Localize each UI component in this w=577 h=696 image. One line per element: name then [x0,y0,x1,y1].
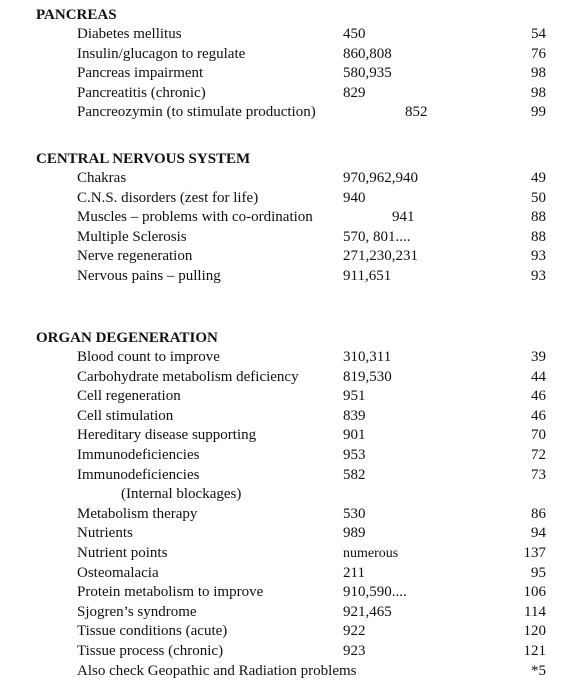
entry-page: 95 [531,564,546,581]
entry-page: 93 [531,267,546,284]
entry-row-continuation [0,485,577,505]
entry-name: Nerve regeneration [77,248,193,265]
entry-name: Protein metabolism to improve [77,584,264,601]
entry-page: 88 [531,228,546,245]
entry-page: 44 [531,368,546,385]
entry-code: 941 [392,209,415,226]
entry-list [0,169,577,287]
entry-code: 582 [343,466,366,483]
entry-row [0,228,577,248]
entry-code: 580,935 [343,65,392,82]
entry-code: 940 [343,189,366,206]
entry-name: Muscles – problems with co-ordination [77,209,313,226]
entry-row [0,505,577,525]
entry-code: 819,530 [343,368,392,385]
entry-page: 49 [531,170,546,186]
section-heading: PANCREAS [36,7,117,23]
entry-row [0,407,577,427]
entry-name: Nutrients [77,525,133,542]
entry-name: Pancreozymin (to stimulate production) [77,104,316,121]
entry-code: 860,808 [343,45,392,62]
entry-name: Carbohydrate metabolism deficiency [77,368,299,385]
entry-code: 911,651 [343,267,392,284]
entry-name: Pancreatitis (chronic) [77,84,206,101]
entry-code: 852 [405,104,428,121]
section-heading: ORGAN DEGENERATION [36,330,218,346]
entry-row [0,466,577,486]
entry-name: Osteomalacia [77,564,159,581]
entry-page: 106 [523,584,546,601]
entry-page: 46 [531,388,546,405]
entry-row [0,524,577,544]
entry-code: 829 [343,84,366,101]
entry-page: 72 [531,446,546,463]
entry-list [0,25,577,123]
section-heading: CENTRAL NERVOUS SYSTEM [36,151,251,167]
entry-code: 953 [343,446,366,463]
entry-name: Insulin/glucagon to regulate [77,45,246,62]
entry-name: Tissue process (chronic) [77,642,224,659]
entry-row [0,583,577,603]
entry-code: 922 [343,623,366,640]
entry-name: Pancreas impairment [77,65,204,82]
entry-page: *5 [531,662,546,679]
entry-name: Hereditary disease supporting [77,427,257,444]
entry-code: 570, 801.... [343,228,411,245]
entry-code: 901 [343,427,366,444]
entry-code: 530 [343,505,366,522]
entry-page: 54 [531,26,546,42]
entry-name: C.N.S. disorders (zest for life) [77,189,259,206]
entry-page: 39 [531,349,546,365]
entry-page: 93 [531,248,546,265]
entry-page: 98 [531,65,546,82]
entry-row [0,603,577,623]
entry-row [0,169,577,189]
entry-row [0,84,577,104]
entry-name: Cell regeneration [77,388,181,405]
entry-row [0,642,577,662]
entry-name: Immunodeficiencies [77,466,200,483]
entry-page: 86 [531,505,546,522]
entry-code: 989 [343,525,366,542]
entry-code: 923 [343,642,366,659]
entry-name: Cell stimulation [77,407,174,424]
entry-name: Nervous pains – pulling [77,267,221,284]
entry-row [0,103,577,123]
entry-code: 970,962,940 [343,170,418,186]
entry-row [0,189,577,209]
entry-name: Sjogren’s syndrome [77,603,197,620]
entry-page: 114 [524,603,546,620]
entry-name: Diabetes mellitus [77,26,182,42]
entry-code: numerous [343,545,399,561]
entry-name: Blood count to improve [77,349,220,365]
entry-code: 910,590.... [343,584,407,601]
entry-row [0,387,577,407]
entry-page: 73 [531,466,546,483]
entry-page: 98 [531,84,546,101]
entry-page: 94 [531,525,546,542]
entry-row [0,267,577,287]
entry-page: 70 [531,427,546,444]
entry-name: (Internal blockages) [121,486,242,503]
entry-code: 310,311 [343,349,392,365]
entry-page: 88 [531,209,546,226]
entry-code: 839 [343,407,366,424]
entry-code: 211 [343,564,365,581]
entry-name: Immunodeficiencies [77,446,200,463]
entry-page: 99 [531,104,546,121]
entry-row [0,64,577,84]
entry-name: Also check Geopathic and Radiation problems [77,662,357,679]
entry-page: 76 [531,45,546,62]
entry-row [0,45,577,65]
entry-code: 921,465 [343,603,392,620]
entry-page: 120 [523,623,546,640]
entry-row [0,622,577,642]
entry-row [0,348,577,368]
entry-code: 951 [343,388,366,405]
entry-row [0,208,577,228]
entry-code: 450 [343,26,366,42]
entry-name: Metabolism therapy [77,505,198,522]
entry-row [0,368,577,388]
entry-row [0,446,577,466]
entry-row [0,247,577,267]
entry-row [0,25,577,45]
entry-row [0,564,577,584]
entry-name: Chakras [77,170,127,186]
entry-row [0,662,577,682]
entry-row [0,426,577,446]
entry-page: 137 [523,544,546,561]
entry-page: 50 [531,189,546,206]
entry-row [0,544,577,564]
entry-code: 271,230,231 [343,248,418,265]
entry-name: Multiple Sclerosis [77,228,187,245]
entry-page: 121 [523,642,546,659]
entry-list [0,348,577,681]
entry-page: 46 [531,407,546,424]
entry-name: Tissue conditions (acute) [77,623,228,640]
entry-name: Nutrient points [77,544,168,561]
